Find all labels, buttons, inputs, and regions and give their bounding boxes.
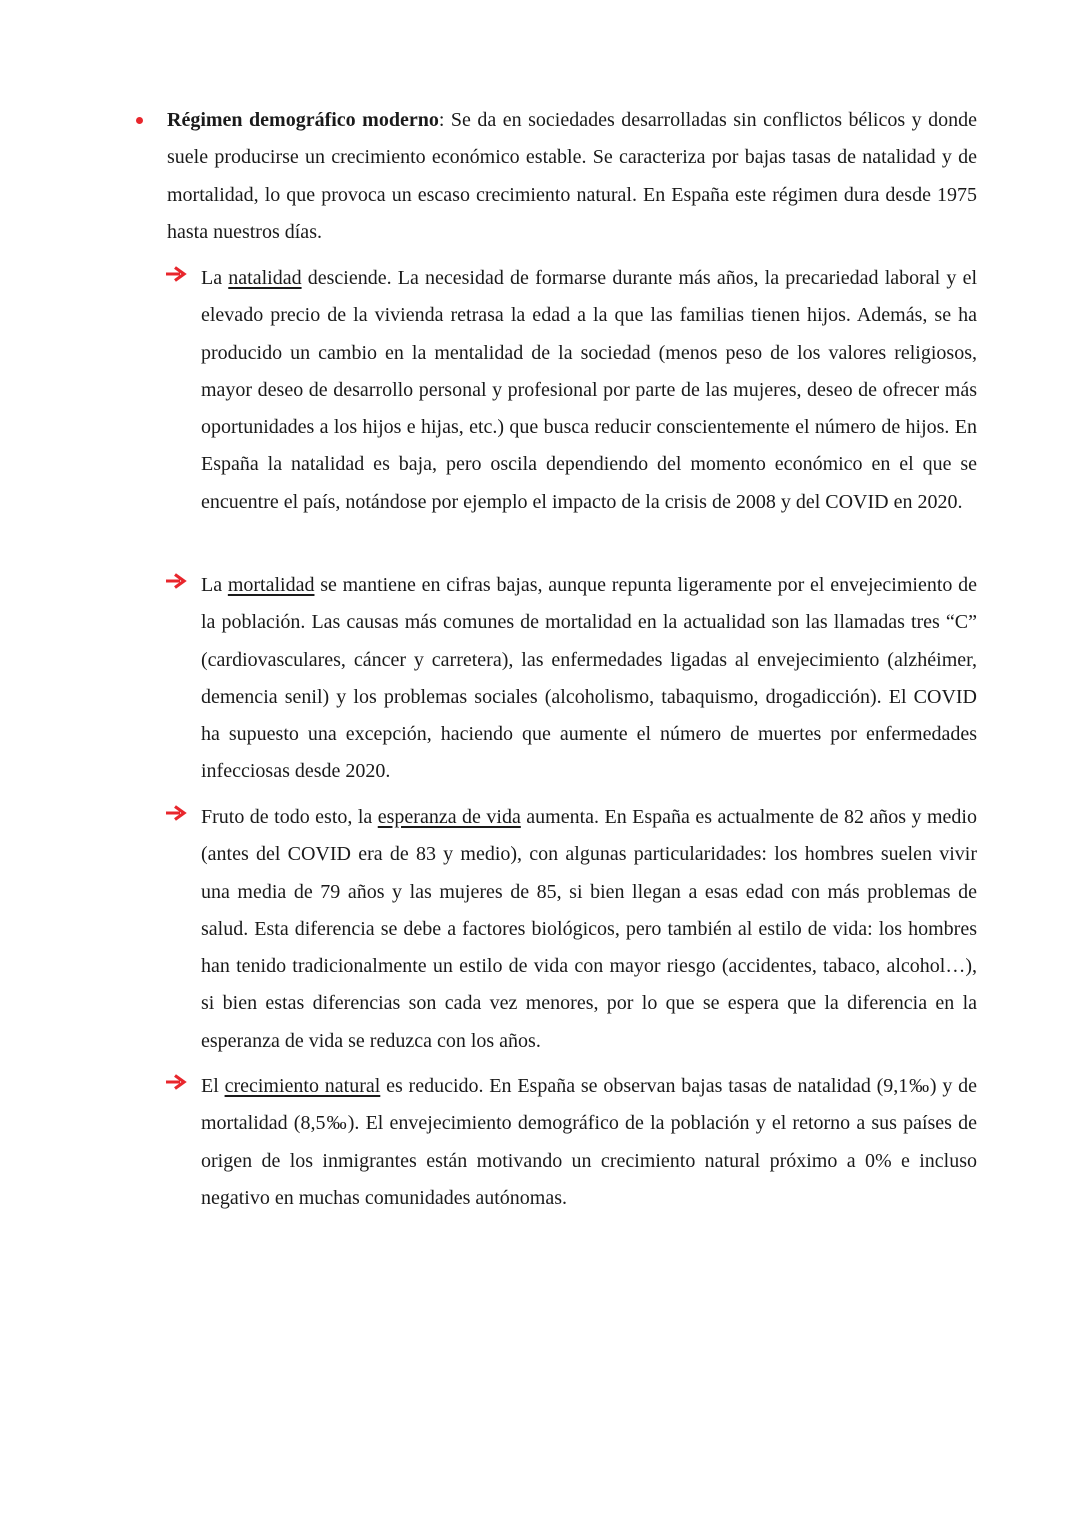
bullet-dot-icon	[136, 117, 143, 124]
term-mortalidad: mortalidad	[227, 574, 315, 596]
arrow-right-icon	[165, 805, 187, 821]
main-paragraph	[167, 102, 977, 251]
list-item-crecimiento-natural	[201, 1068, 977, 1217]
list-item-natalidad	[201, 260, 977, 521]
intro-text: : Se da en sociedades desarrolladas sin conflictos bélicos y donde suele producirse un crecimiento económico estable. Se caracteriza por bajas tasas de natalidad y de mortalidad, lo que provoca un escaso crecimiento natural. En España este régimen dura desde 1975 hasta nuestros días.	[167, 109, 977, 243]
term-crecimiento-natural: crecimiento natural	[224, 1075, 381, 1097]
list-item-mortalidad	[201, 567, 977, 791]
item-paragraph: Fruto de todo esto, la esperanza de vida aumenta. En España es actualmente de 82 años y medio (antes del COVID era de 83 y medio), con algunas particularidades: los hombres suelen vivir una media de 79 años y las mujeres de 85, si bien llegan a esas edad con más problemas de salud. Esta diferencia se debe a factores biológicos, pero también al estilo de vida: los hombres han tenido tradicionalmente un estilo de vida con mayor riesgo (accidentes, tabaco, alcohol…), si bien estas diferencias son cada vez menores, por lo que se espera que la diferencia en la esperanza de vida se reduzca con los años.	[201, 806, 977, 1052]
arrow-right-icon	[165, 573, 187, 589]
term-natalidad: natalidad	[228, 267, 302, 289]
list-item-esperanza-de-vida	[201, 799, 977, 1060]
item-paragraph: La mortalidad se mantiene en cifras bajas, aunque repunta ligeramente por el envejecimiento de la población. Las causas más comunes de mortalidad en la actualidad son las llamadas tres “C” (cardiovasculares, cáncer y carretera), las enfermedades ligadas al envejecimiento (alzhéimer, demencia senil) y los problemas sociales (alcoholismo, tabaquismo, drogadicción). El COVID ha supuesto una excepción, haciendo que aumente el número de muertes por enfermedades infecciosas desde 2020.	[201, 574, 978, 783]
main-bullet-item	[167, 102, 977, 251]
item-paragraph: El crecimiento natural es reducido. En España se observan bajas tasas de natalidad (9,1‰) y de mortalidad (8,5‰). El envejecimiento demográfico de la población y el retorno a sus países de origen de los inmigrantes están motivando un crecimiento natural próximo a 0% e incluso negativo en muchas comunidades autónomas.	[201, 1075, 977, 1209]
term-esperanza-de-vida: esperanza de vida	[377, 806, 521, 828]
arrow-right-icon	[165, 1074, 187, 1090]
item-paragraph: La natalidad desciende. La necesidad de formarse durante más años, la precariedad laboral y el elevado precio de la vivienda retrasa la edad a la que las familias tienen hijos. Además, se ha producido un cambio en la mentalidad de la sociedad (menos peso de los valores religiosos, mayor deseo de desarrollo personal y profesional por parte de las mujeres, deseo de ofrecer más oportunidades a los hijos e hijas, etc.) que busca reducir conscientemente el número de hijos. En España la natalidad es baja, pero oscila dependiendo del momento económico en el que se encuentre el país, notándose por ejemplo el impacto de la crisis de 2008 y del COVID en 2020.	[201, 267, 977, 513]
section-heading: Régimen demográfico moderno	[167, 109, 439, 131]
arrow-right-icon	[165, 266, 187, 282]
